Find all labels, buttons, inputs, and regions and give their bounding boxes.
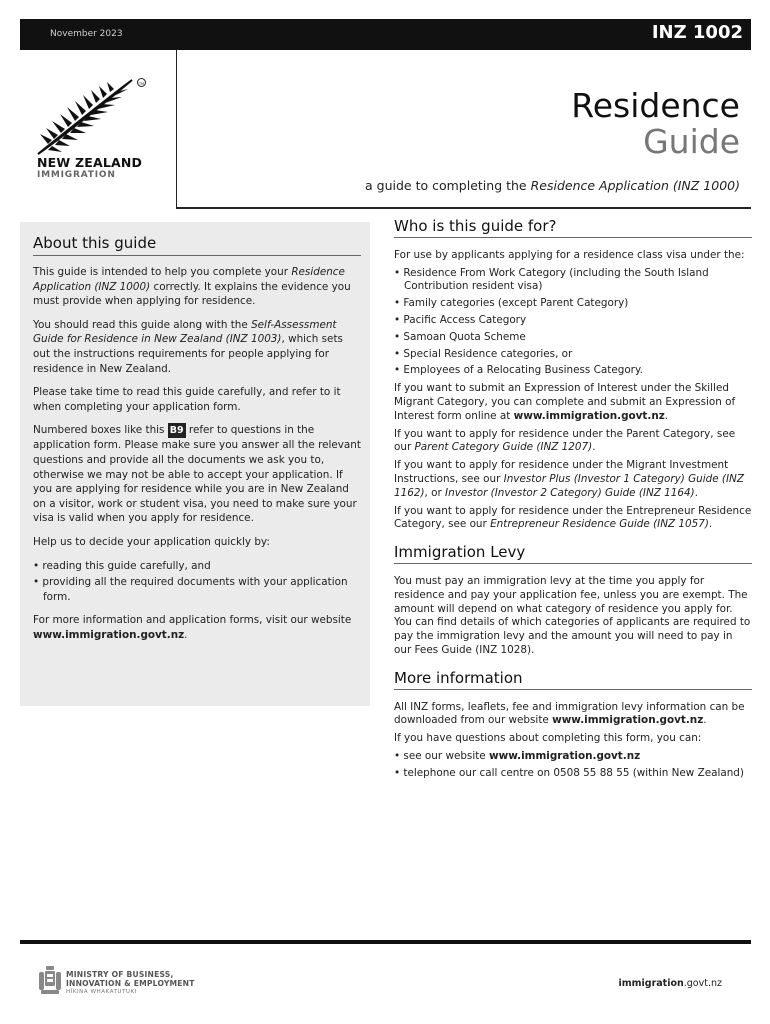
website-link[interactable]: www.immigration.govt.nz <box>552 714 704 727</box>
levy-heading: Immigration Levy <box>394 546 752 564</box>
list-item: • Family categories (except Parent Category) <box>394 297 629 310</box>
about-paragraph: Numbered boxes like this B9 refer to questions in the application form. Please make sure you answer all the relevant questions and provide all the documents we ask you to, otherwise we may not be able to accept your application. If you are applying for residence while you are in New Zealand on a visitor, work or student visa, you need to make sure your visa is valid when you apply for residence. <box>33 424 361 525</box>
top-bar <box>20 19 751 50</box>
coat-of-arms-icon <box>38 966 62 996</box>
about-paragraph: For more information and application forms, visit our website www.immigration.govt.nz. <box>33 614 352 641</box>
list-item: • telephone our call centre on 0508 55 88 55 (within New Zealand) <box>394 766 744 779</box>
more-info-heading: More information <box>394 672 752 690</box>
who-paragraph: If you want to submit an Expression of Interest under the Skilled Migrant Category, you can complete and submit an Expression of Interest form online at www.immigration.govt.nz. <box>394 382 736 422</box>
header-divider-vertical <box>176 50 177 208</box>
about-bullet-list <box>33 559 361 605</box>
website-link[interactable]: www.immigration.govt.nz <box>513 409 665 422</box>
about-paragraph: Please take time to read this guide carefully, and refer to it when completing your application form. <box>33 386 341 413</box>
trademark-mark: TM <box>137 78 146 87</box>
list-item: • Employees of a Relocating Business Category. <box>394 364 643 377</box>
page-title-line1: Residence <box>571 86 740 125</box>
ministry-logo-text: MINISTRY OF BUSINESS, INNOVATION & EMPLOYMENT HĪKINA WHAKATUTUKI <box>66 970 195 995</box>
about-heading-rule <box>33 255 361 256</box>
brand-name: NEW ZEALAND <box>37 155 143 170</box>
who-intro: For use by applicants applying for a residence class visa under the: <box>394 248 745 261</box>
list-item: • reading this guide carefully, and <box>33 559 211 572</box>
website-link[interactable]: www.immigration.govt.nz <box>489 749 641 762</box>
who-section <box>394 217 752 532</box>
levy-paragraph: You must pay an immigration levy at the time you apply for residence and pay your application fee, unless you are exempt. The amount will depend on what category of residence you apply for. You can find details of which categories of applicants are required to pay the immigration levy and the amount you will need to pay in our Fees Guide (INZ 1028). <box>394 574 751 656</box>
about-heading: About this guide <box>33 234 157 252</box>
about-paragraph: Help us to decide your application quickly by: <box>33 535 270 548</box>
footer-rule <box>20 940 751 944</box>
list-item: • Residence From Work Category (including the South Island Contribution resident visa) <box>394 266 709 293</box>
who-paragraph: If you want to apply for residence under the Migrant Investment Instructions, see our Investor Plus (Investor 1 Category) Guide (INZ 1162), or Investor (Investor 2 Category) Guide (INZ 1164). <box>394 459 744 499</box>
more-info-bullet-list <box>394 750 752 781</box>
who-paragraph: If you want to apply for residence under the Entrepreneur Residence Category, see our Entrepreneur Residence Guide (INZ 1057). <box>394 504 752 531</box>
list-item: • providing all the required documents with your application form. <box>33 576 348 603</box>
list-item: • see our website www.immigration.govt.nz <box>394 749 641 762</box>
more-info-section <box>394 668 752 781</box>
page-title-line2: Guide <box>643 122 740 161</box>
website-link[interactable]: www.immigration.govt.nz <box>33 628 185 641</box>
list-item: • Samoan Quota Scheme <box>394 330 526 343</box>
question-box-example: B9 <box>169 425 184 437</box>
right-column <box>394 217 752 795</box>
who-paragraph: If you want to apply for residence under the Parent Category, see our Parent Category Guide (INZ 1207). <box>394 427 736 454</box>
page-subtitle: a guide to completing the Residence Application (INZ 1000) <box>365 178 740 193</box>
form-code: INZ 1002 <box>651 22 743 43</box>
about-paragraph: This guide is intended to help you complete your Residence Application (INZ 1000) correctly. It explains the evidence you must provide when applying for residence. <box>33 266 351 308</box>
brand-subname: IMMIGRATION <box>37 170 116 180</box>
about-content <box>33 265 361 651</box>
issue-date: November 2023 <box>50 29 123 39</box>
list-item: • Special Residence categories, or <box>394 347 573 360</box>
levy-section <box>394 543 752 658</box>
more-info-paragraph: All INZ forms, leaflets, fee and immigration levy information can be downloaded from our website www.immigration.govt.nz. <box>394 700 745 727</box>
about-guide-panel <box>20 222 370 706</box>
who-bullet-list <box>394 267 752 379</box>
about-paragraph: You should read this guide along with the Self-Assessment Guide for Residence in New Zealand (INZ 1003), which sets out the instructions requirements for people applying for residence in New Zealand. <box>33 318 343 375</box>
list-item: • Pacific Access Category <box>394 313 527 326</box>
who-heading: Who is this guide for? <box>394 220 752 238</box>
footer-website[interactable]: immigration.govt.nz <box>618 978 722 989</box>
more-info-paragraph: If you have questions about completing this form, you can: <box>394 732 702 745</box>
silver-fern-icon <box>34 76 146 156</box>
header-divider-horizontal <box>176 207 751 209</box>
